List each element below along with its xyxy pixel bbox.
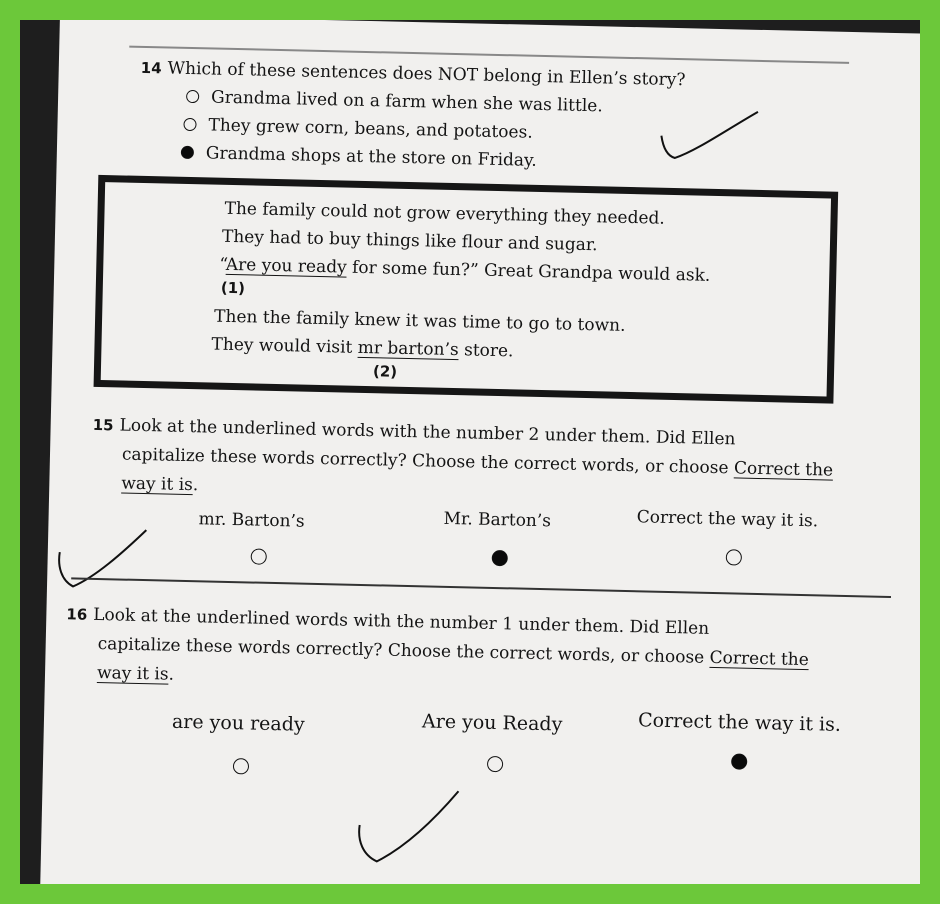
question-14-number: 14 (140, 58, 162, 78)
q14-option-3[interactable] (181, 143, 537, 171)
q14-option-3-radio[interactable] (181, 146, 194, 159)
q16-choice-2-label: Are you Ready (421, 710, 563, 736)
q16-period: . (168, 664, 175, 685)
q15-correct-the: Correct the (733, 458, 834, 481)
checkmark-icon (353, 781, 465, 873)
passage-line-3 (219, 255, 710, 286)
q15-choice-3-label: Correct the way it is. (636, 507, 819, 532)
q15-way-it-is: way it is (121, 473, 194, 496)
marker-1: (1) (220, 278, 246, 298)
q15-choice-2-radio[interactable] (492, 550, 508, 566)
checkmark-icon (51, 522, 153, 596)
question-16-prompt (65, 600, 887, 706)
q16-way-it-is: way it is (96, 663, 169, 685)
passage-line-1: The family could not grow everything they needed. (224, 198, 666, 229)
q16-choice-3-radio[interactable] (731, 753, 747, 769)
checkmark-icon (657, 98, 769, 170)
q14-option-1-radio[interactable] (186, 90, 199, 103)
q15-choice-1-radio[interactable] (251, 548, 267, 564)
q16-line-2-text: capitalize these words correctly? Choose the correct words, or choose (97, 634, 710, 668)
question-14-text: Which of these sentences does NOT belong in Ellen’s story? (167, 58, 686, 91)
worksheet-page (40, 20, 920, 884)
q15-period: . (192, 475, 199, 496)
question-15-prompt (91, 411, 883, 516)
open-quote: “ (219, 254, 227, 275)
photo-frame (20, 20, 920, 884)
q15-line-1-text: Look at the underlined words with the number 2 under them. Did Ellen (119, 415, 736, 450)
question-16-number: 16 (66, 605, 88, 624)
q14-option-1-label: Grandma lived on a farm when she was little. (210, 87, 603, 117)
q16-correct-the: Correct the (709, 647, 809, 671)
underlined-are-you-ready: Are you ready (225, 254, 347, 278)
q15-choice-3-radio[interactable] (726, 549, 742, 565)
q16-choice-1-label: are you ready (171, 710, 305, 736)
underlined-mr-bartons: mr barton’s (357, 337, 459, 361)
passage-line-2: They had to buy things like flour and sugar. (221, 226, 598, 256)
q16-choice-1-radio[interactable] (233, 758, 249, 774)
marker-2: (2) (372, 362, 398, 381)
passage-line-5-pre: They would visit (211, 334, 358, 358)
q15-choice-2-label: Mr. Barton’s (443, 508, 552, 532)
q14-option-2[interactable] (183, 115, 533, 143)
passage-line-5 (211, 335, 513, 362)
passage-line-5-post: store. (458, 340, 514, 362)
question-15-number: 15 (92, 415, 114, 435)
passage-line-3-rest: for some fun?” Great Grandpa would ask. (346, 257, 711, 286)
q14-option-3-label: Grandma shops at the store on Friday. (205, 143, 537, 171)
section-divider (71, 577, 891, 597)
q16-line-1-text: Look at the underlined words with the number 1 under them. Did Ellen (93, 604, 710, 639)
q16-choice-2-radio[interactable] (487, 756, 503, 772)
q15-choice-1-label: mr. Barton’s (198, 509, 305, 532)
q14-option-2-label: They grew corn, beans, and potatoes. (208, 115, 533, 143)
passage-line-4: Then the family knew it was time to go to town. (213, 306, 626, 336)
story-passage-box (94, 175, 839, 404)
q14-option-2-radio[interactable] (183, 118, 196, 131)
q15-line-2-text: capitalize these words correctly? Choose the correct words, or choose (121, 444, 735, 479)
q16-choice-3-label: Correct the way it is. (637, 709, 842, 736)
